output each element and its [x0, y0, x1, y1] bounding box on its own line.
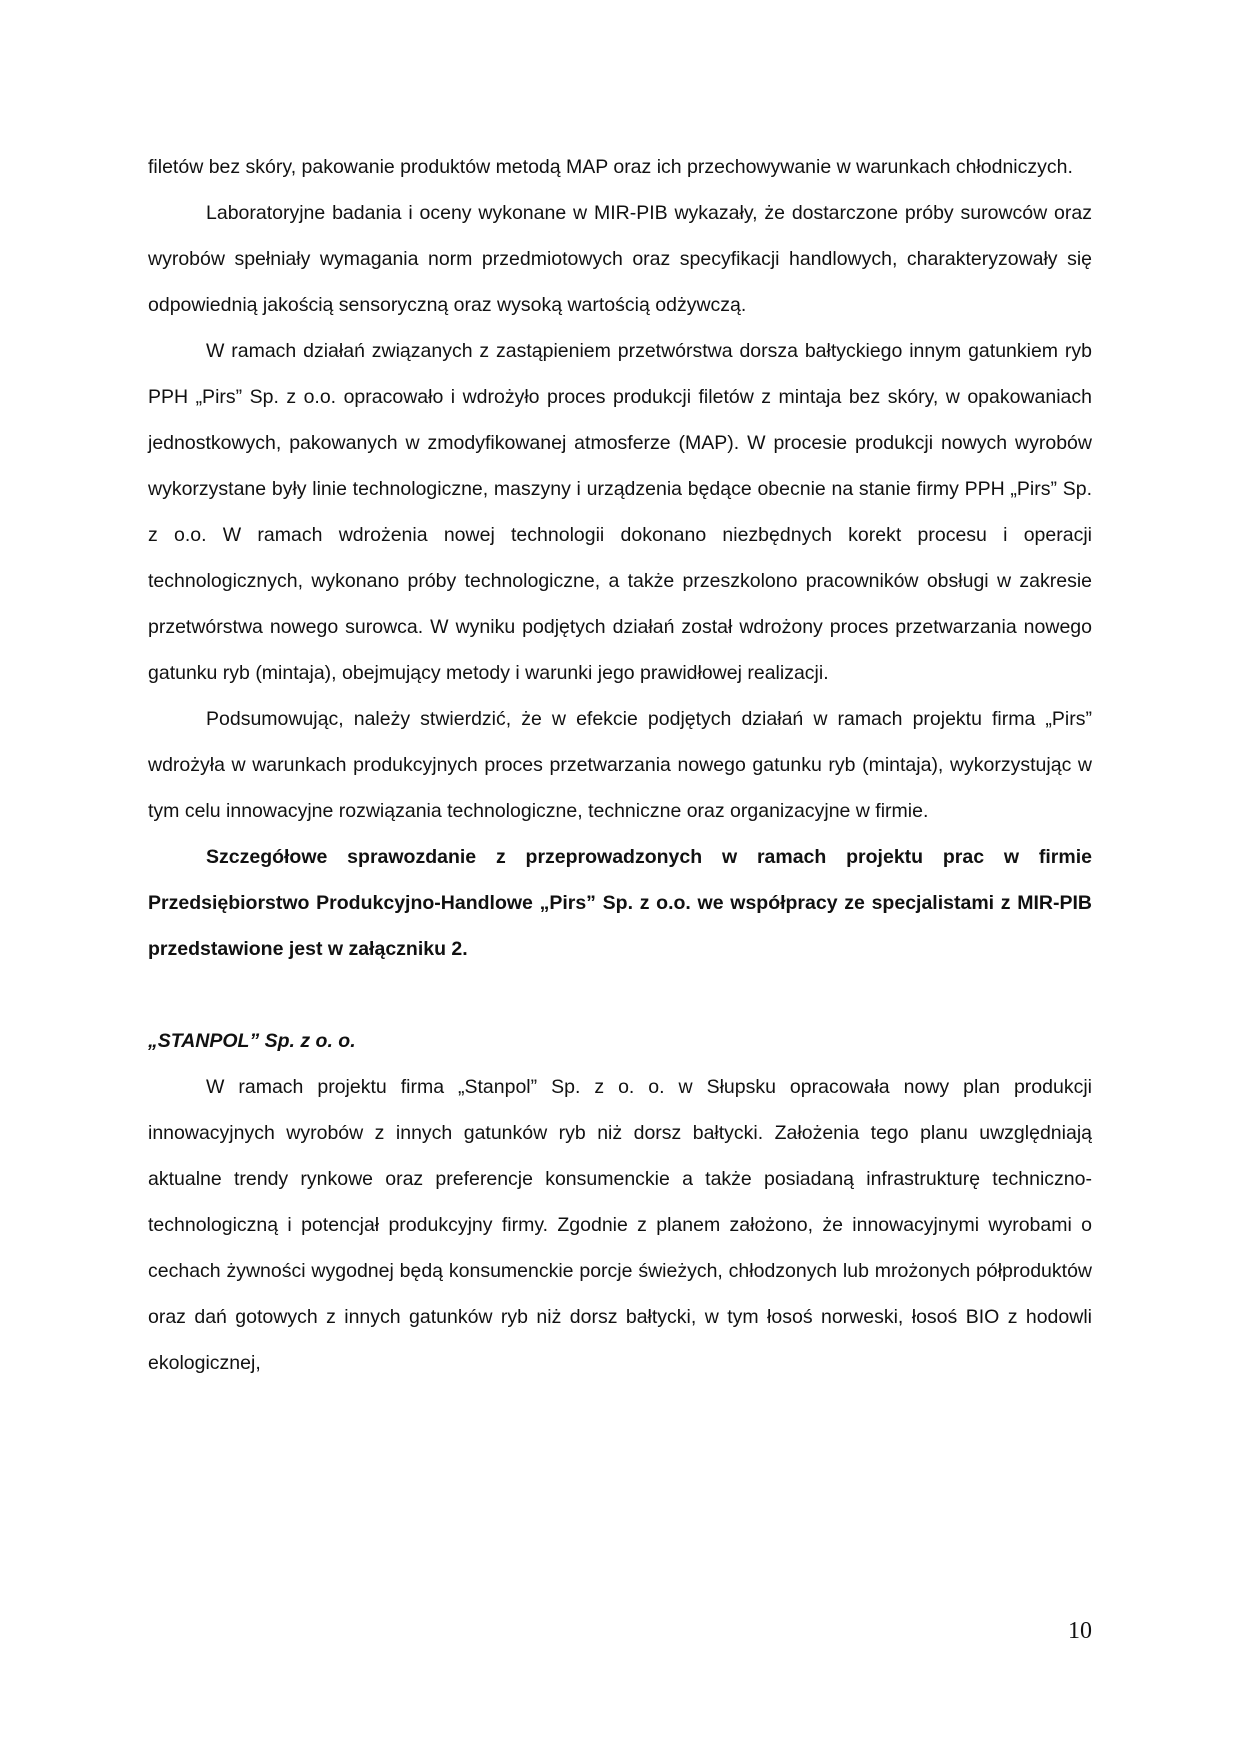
page-number: 10: [1068, 1618, 1092, 1644]
paragraph-3: W ramach działań związanych z zastąpieniem przetwórstwa dorsza bałtyckiego innym gatunkiem ryb PPH „Pirs” Sp. z o.o. opracowało i wdrożyło proces produkcji filetów z mintaja bez skóry, w opakowaniach jednostkowych, pakowanych w zmodyfikowanej atmosferze (MAP). W procesie produkcji nowych wyrobów wykorzystane były linie technologiczne, maszyny i urządzenia będące obecnie na stanie firmy PPH „Pirs” Sp. z o.o. W ramach wdrożenia nowej technologii dokonano niezbędnych korekt procesu i operacji technologicznych, wykonano próby technologiczne, a także przeszkolono pracowników obsługi w zakresie przetwórstwa nowego surowca. W wyniku podjętych działań został wdrożony proces przetwarzania nowego gatunku ryb (mintaja), obejmujący metody i warunki jego prawidłowej realizacji.: [148, 340, 1092, 684]
paragraph-1: filetów bez skóry, pakowanie produktów metodą MAP oraz ich przechowywanie w warunkach chłodniczych.: [148, 156, 1073, 178]
document-page: [148, 144, 1092, 1386]
paragraph-4: Podsumowując, należy stwierdzić, że w efekcie podjętych działań w ramach projektu firma „Pirs” wdrożyła w warunkach produkcyjnych proces przetwarzania nowego gatunku ryb (mintaja), wykorzystując w tym celu innowacyjne rozwiązania technologiczne, techniczne oraz organizacyjne w firmie.: [148, 708, 1092, 822]
paragraph-5-bold: Szczegółowe sprawozdanie z przeprowadzonych w ramach projektu prac w firmie Przedsiębiorstwo Produkcyjno-Handlowe „Pirs” Sp. z o.o. we współpracy ze specjalistami z MIR-PIB przedstawione jest w załączniku 2.: [148, 846, 1092, 960]
paragraph-stanpol: W ramach projektu firma „Stanpol” Sp. z o. o. w Słupsku opracowała nowy plan produkcji innowacyjnych wyrobów z innych gatunków ryb niż dorsz bałtycki. Założenia tego planu uwzględniają aktualne trendy rynkowe oraz preferencje konsumenckie a także posiadaną infrastrukturę techniczno-technologiczną i potencjał produkcyjny firmy. Zgodnie z planem założono, że innowacyjnymi wyrobami o cechach żywności wygodnej będą konsumenckie porcje świeżych, chłodzonych lub mrożonych półproduktów oraz dań gotowych z innych gatunków ryb niż dorsz bałtycki, w tym łosoś norweski, łosoś BIO z hodowli ekologicznej,: [148, 1076, 1092, 1374]
paragraph-2: Laboratoryjne badania i oceny wykonane w MIR-PIB wykazały, że dostarczone próby surowców oraz wyrobów spełniały wymagania norm przedmiotowych oraz specyfikacji handlowych, charakteryzowały się odpowiednią jakością sensoryczną oraz wysoką wartością odżywczą.: [148, 202, 1092, 316]
section-heading-stanpol: „STANPOL” Sp. z o. o.: [148, 1030, 356, 1052]
